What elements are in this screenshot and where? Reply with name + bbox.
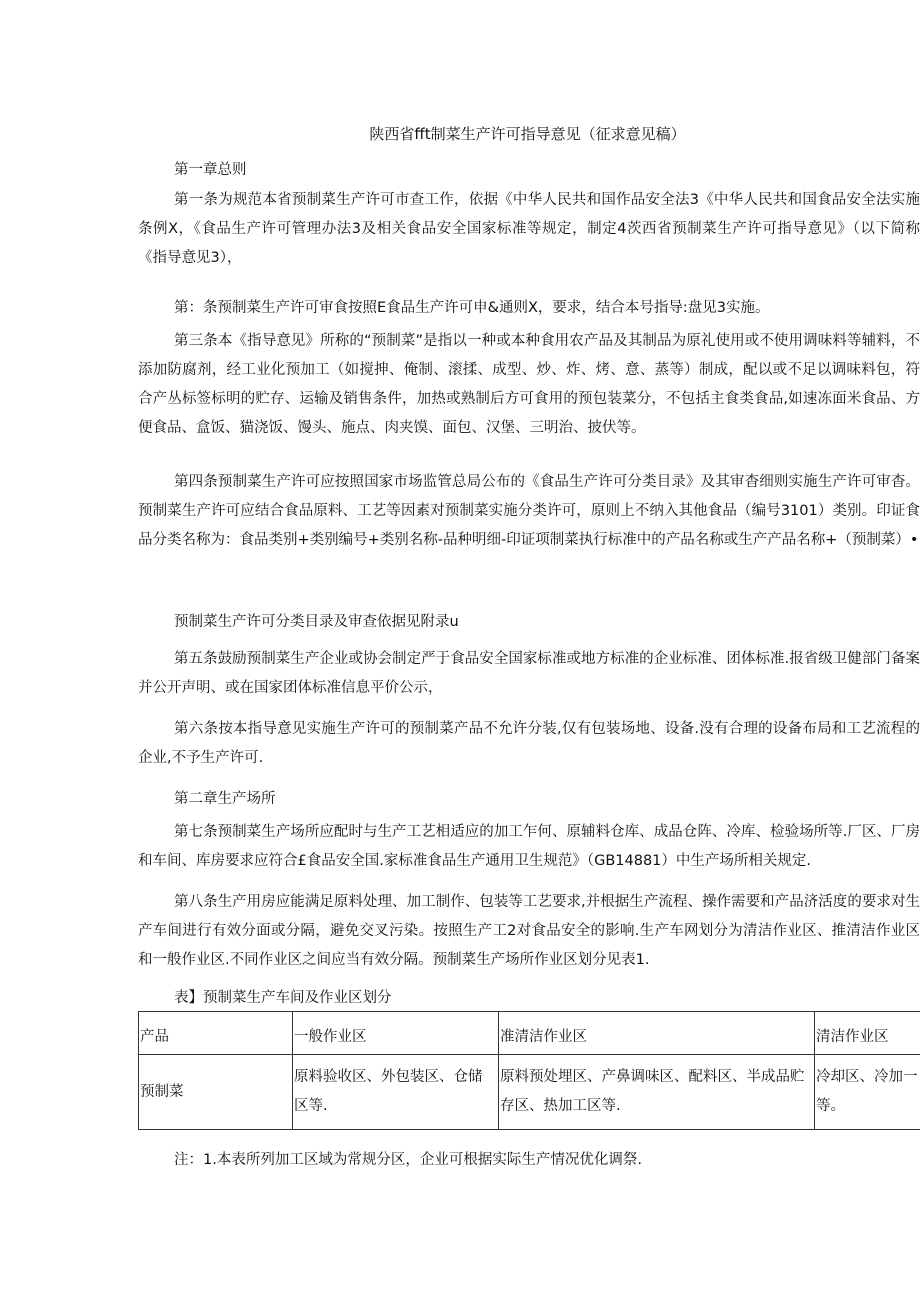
appendix-reference-paragraph: 预制菜生产许可分类目录及审查依据见附录u: [174, 614, 459, 630]
document-title: 陕西省fft制菜生产许可指导意见（征求意见稿）: [369, 125, 686, 143]
table-row: [139, 1055, 920, 1130]
article-2-paragraph: 第：条预制菜生产许可审食按照E食品生产许可申&通则X，要求，结合本号指导:盘见3实施。: [174, 300, 770, 316]
table-caption: 表】预制菜生产车间及作业区划分: [174, 990, 392, 1006]
chapter-heading-general: 第一章总则: [174, 162, 247, 178]
table-cell: 预制菜: [139, 1055, 293, 1130]
chapter-heading-production-site: 第二章生产场所: [174, 791, 276, 807]
article-6-paragraph: 第六条按本指导意见实施生产许可的预制菜产品不允许分装,仅有包装场地、设备.没有合理的设备布局和工艺流程的企业,不予生产许可.: [138, 721, 920, 766]
article-4-paragraph: 第四条预制菜生产许可应按照国家市场监管总局公布的《食品生产许可分类目录》及其审杳细则实施生产许可审杳。预制菜生产许可应结合食品原料、工艺等因素对预制菜实施分类许可，原则上不纳入其他食品（编号3101）类别。印证食品分类名称为：食品类别+类别编号+类别名称-品种明细-印证项制菜执行标准中的产品名称或生产产品名称+（预制菜）•: [138, 474, 920, 548]
work-zone-table: [138, 1011, 920, 1130]
article-3-paragraph: 第三条本《指导意见》所称的“预制菜”是指以一种或本种食用农产品及其制品为原礼使用或不使用调味料等辅料，不添加防腐剂，经工业化预加工（如搅抻、俺制、滚揉、成型、炒、炸、烤、意、蒸等）制成，配以或不足以调味料包，符合产丛标签标明的贮存、运输及销售条件，加热或熟制后方可食用的预包装菜分，不包括主食类食品,如速冻面米食品、方便食品、盒饭、猫浇饭、馒头、施点、肉夹馍、面包、汉堡、三明治、披伏等。: [138, 333, 920, 436]
article-7-paragraph: 第七条预制菜生产场所应配时与生产工艺相适应的加工乍何、原辅料仓库、成品仓阵、冷库、检验场所等.厂区、厂房和车间、库房要求应符合£食品安全国.家标准食品生产通用卫生规范》（GB14881）中生产场所相关规定.: [138, 824, 920, 869]
table-note: 注：1.本表所列加工区域为常规分区，企业可根据实际生产情况优化调祭.: [174, 1152, 642, 1168]
table-cell: 原料预处埋区、产鼻调味区、配料区、半成品贮存区、热加工区等.: [499, 1055, 815, 1130]
table-cell: 原料验收区、外包装区、仓储区等.: [293, 1055, 499, 1130]
table-header-cell: 产品: [139, 1012, 293, 1055]
table-header-cell: 一般作业区: [293, 1012, 499, 1055]
article-8-paragraph: 第八条生产用房应能满足原料处理、加工制作、包装等工艺要求,并根据生产流程、操作需要和产品济活度的要求对生产车间进行有效分面或分隔，避免交叉污染。按照生产工2对食品安全的影响.生产车网划分为清洁作业区、推清洁作业区和一般作业区.不同作业区之间应当有效分隔。预制菜生产场所作业区划分见表1.: [138, 894, 920, 968]
table-header-cell: 清洁作业区: [815, 1012, 920, 1055]
article-5-paragraph: 第五条鼓励预制菜生产企业或协会制定严于食品安全国家标准或地方标准的企业标准、团体标准.报省级卫健部门备案并公开声明、或在国家团体标准信息平价公示，: [138, 651, 920, 696]
table-cell: 冷却区、冷加一等。: [815, 1055, 920, 1130]
article-1-paragraph: 第一条为规范本省预制菜生产许可市查工作，依据《中华人民共和国作品安全法3《中华人民共和国食品安全法实施条例X，《食品生产许可管理办法3及相关食品安全国家标准等规定，制定4茨西省预制菜生产许可指导意见》（以下简称《指导意见3），: [138, 192, 920, 266]
table-header-row: [139, 1012, 920, 1055]
table-header-cell: 准清洁作业区: [499, 1012, 815, 1055]
